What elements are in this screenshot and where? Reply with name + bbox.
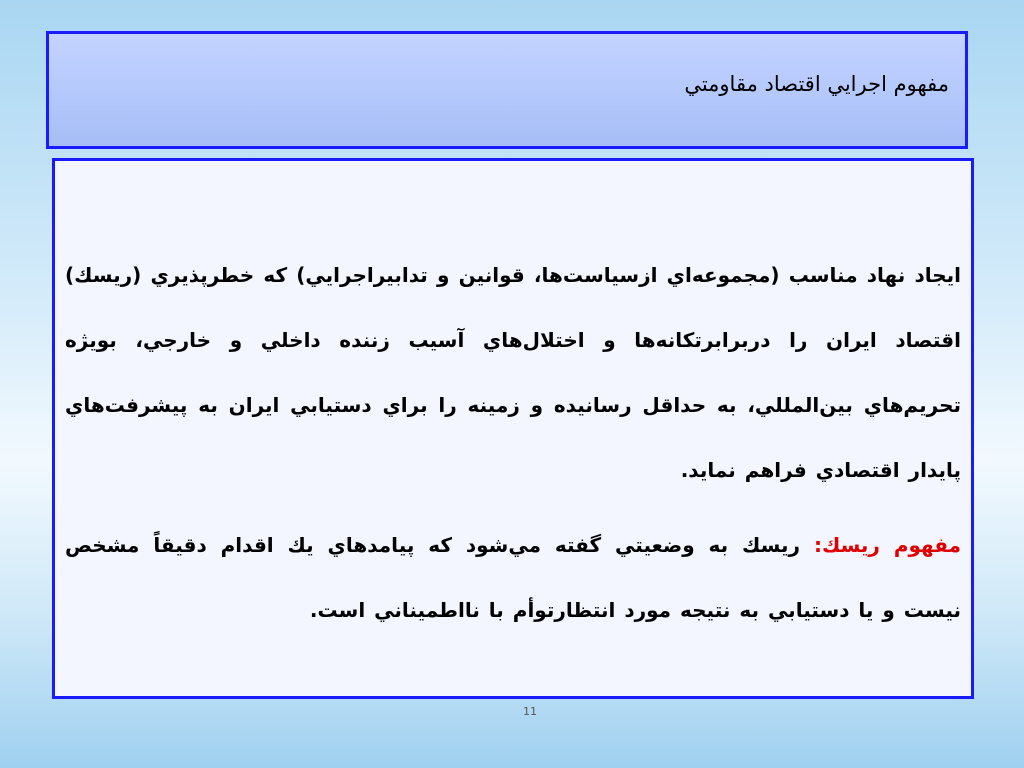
definition-paragraph: ايجاد نهاد مناسب (مجموعه‌اي ازسياست‌ها، قوانين و تدابيراجرايي) كه خطرپذيري (ريسك) اقتصاد ايران را دربرابرتكانه‌ها و اختلال‌هاي آسيب زننده داخلي و خارجي، بويژه تحريم‌هاي بين‌المللي، به حداقل رسانيده و زمينه را براي دستيابي ايران به پيشرفت‌هاي پايدار اقتصادي فراهم نمايد. xyxy=(65,263,961,482)
slide-title: مفهوم اجرايي اقتصاد مقاومتي xyxy=(684,72,949,96)
title-box xyxy=(46,31,968,149)
risk-paragraph xyxy=(65,513,961,643)
content-box xyxy=(52,158,974,699)
risk-text: ريسك به وضعيتي گفته مي‌شود كه پيامدهاي يك اقدام دقيقاً مشخص نيست و يا دستيابي به نتيجه مورد انتظارتوأم با نااطميناني است. xyxy=(65,533,961,622)
page-number: 11 xyxy=(523,705,537,718)
risk-label: مفهوم ريسك: xyxy=(813,533,962,557)
